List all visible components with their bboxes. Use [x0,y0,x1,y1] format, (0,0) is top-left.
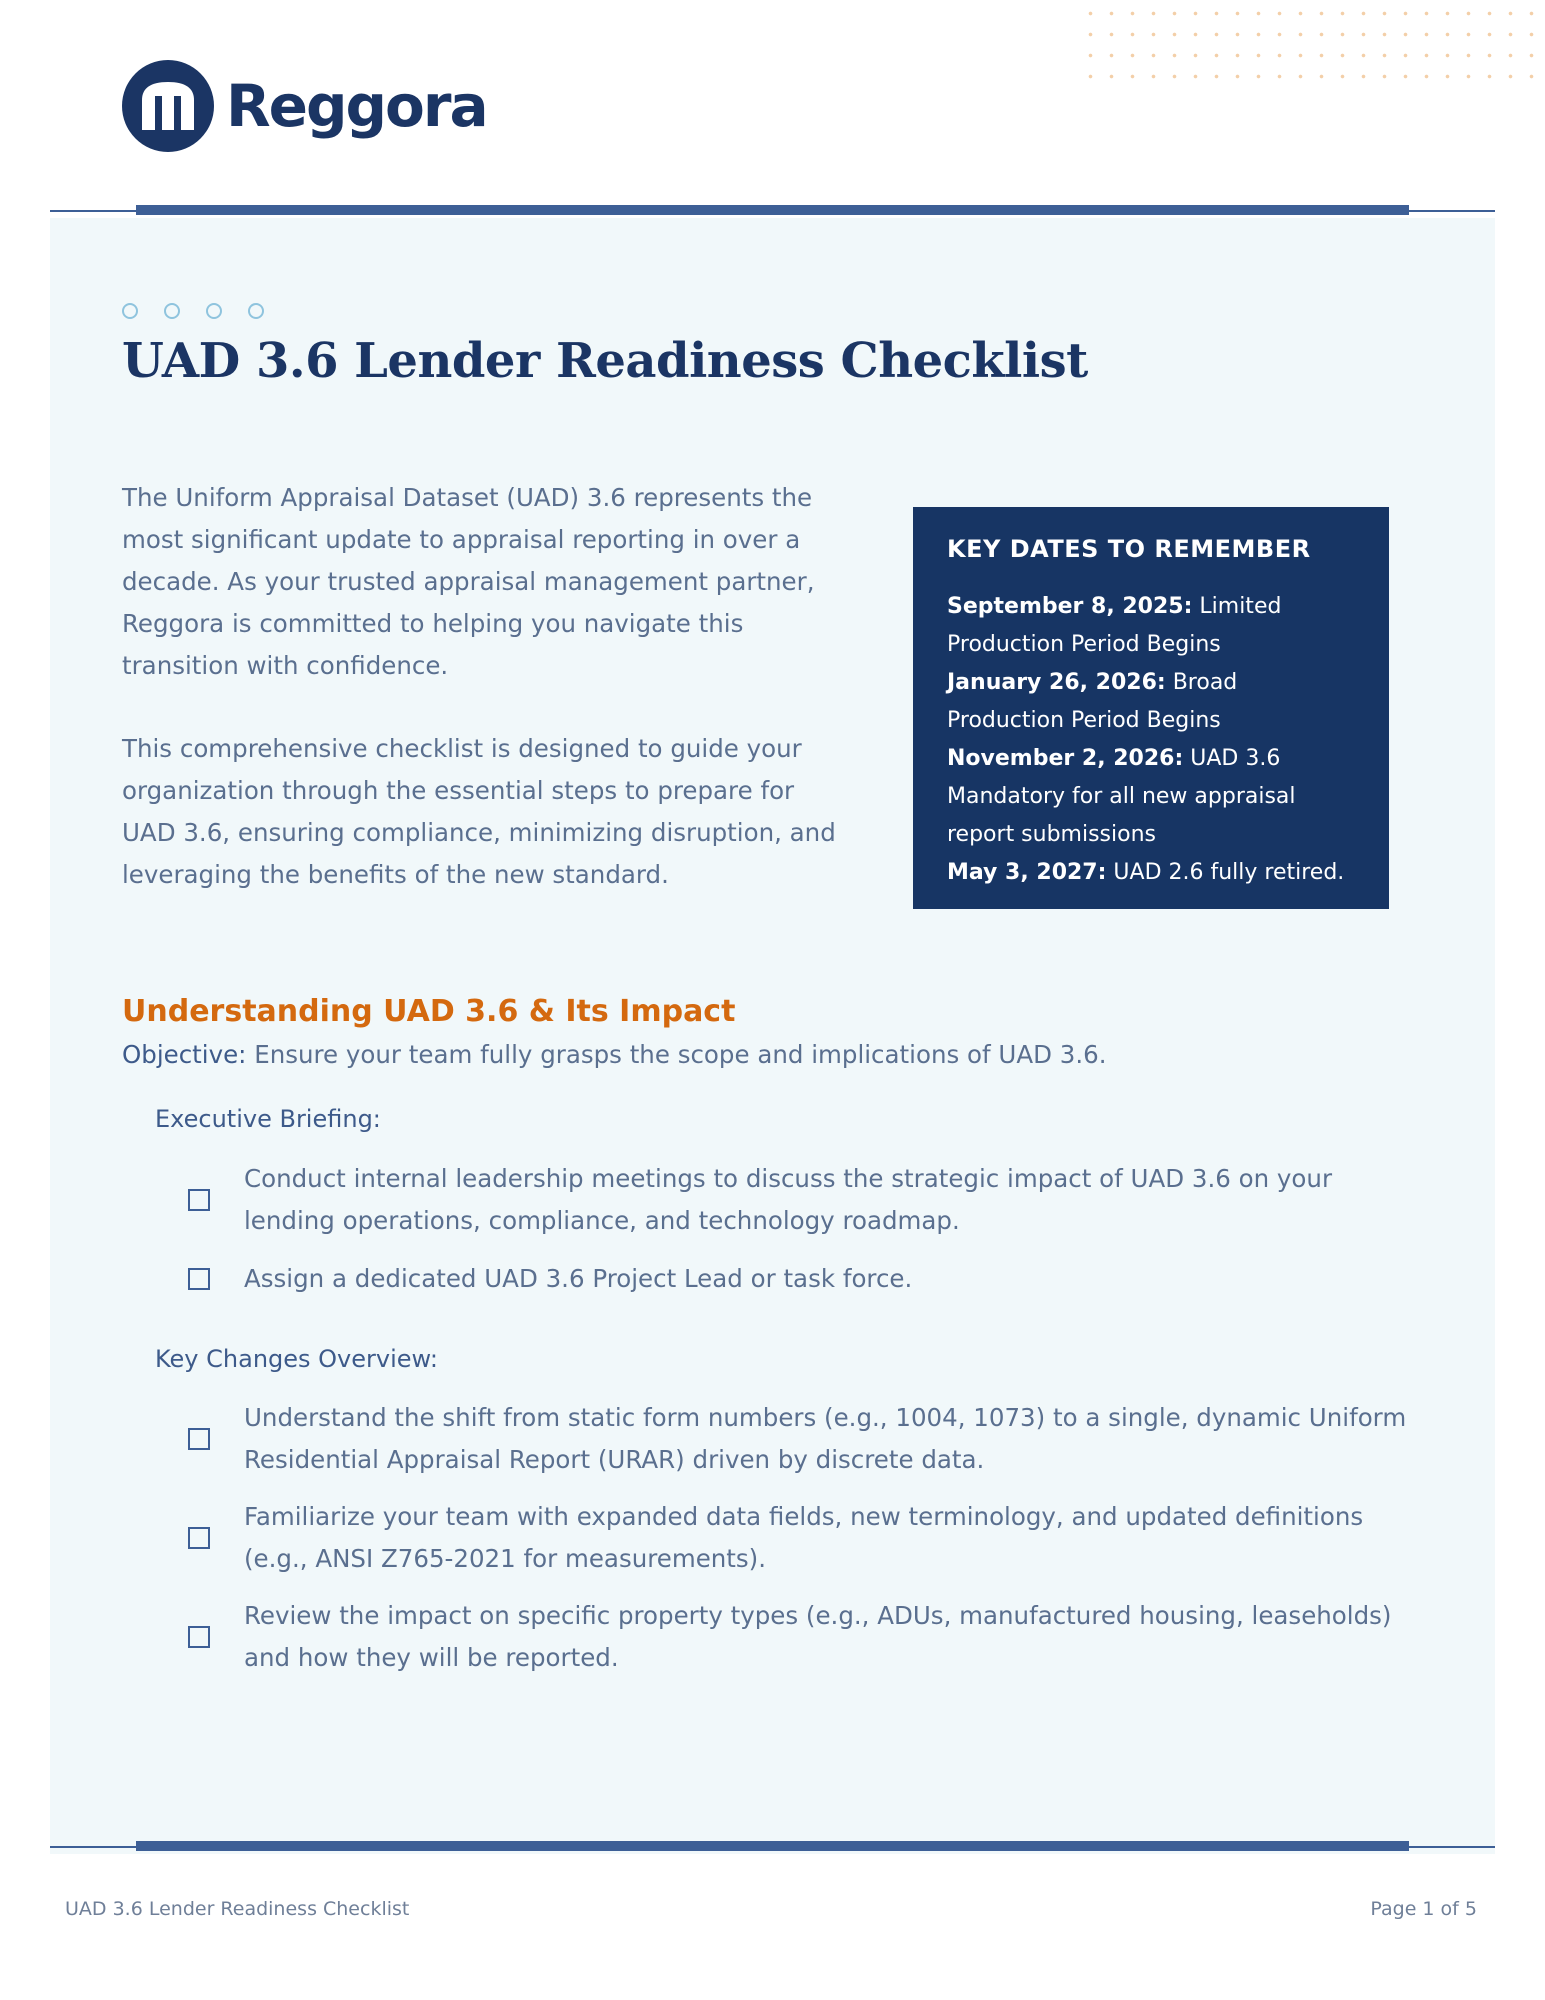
checkbox-icon[interactable] [188,1268,210,1290]
reggora-logo-icon [122,60,214,152]
checklist-item-text: Understand the shift from static form numbers (e.g., 1004, 1073) to a single, dynamic Uniform Residential Appraisal Report (URAR) driven by discrete data. [244,1403,1407,1474]
key-date-text: UAD 2.6 fully retired. [1106,860,1345,885]
decorative-circle-icon [248,303,264,319]
brand-name: Reggora [226,72,487,140]
key-date-text: UAD 3.6 Mandatory for all new appraisal report submissions [947,746,1296,847]
intro [122,477,842,937]
checkbox-icon[interactable] [188,1626,210,1648]
key-date: September 8, 2025: [947,594,1193,619]
section-heading: Understanding UAD 3.6 & Its Impact [122,994,736,1029]
key-date: November 2, 2026: [947,746,1184,771]
decorative-circles [122,303,264,319]
key-date-item [947,664,1355,740]
checklist-item [188,1496,1418,1580]
page-number: Page 1 of 5 [1370,1898,1477,1920]
checkbox-icon[interactable] [188,1527,210,1549]
checklist-item [188,1595,1418,1679]
decorative-dot-pattern [1080,0,1545,95]
checklist-item-text: Assign a dedicated UAD 3.6 Project Lead or task force. [244,1264,913,1293]
key-date-item [947,740,1355,854]
key-dates-box [913,507,1389,909]
checklist-item [188,1158,1418,1242]
key-date-item [947,854,1355,892]
section-objective [122,1040,1107,1069]
key-date-text: Limited Production Period Begins [947,594,1282,657]
decorative-circle-icon [122,303,138,319]
checkbox-icon[interactable] [188,1189,210,1211]
objective-label: Objective: [122,1040,247,1069]
objective-text: Ensure your team fully grasps the scope and implications of UAD 3.6. [246,1040,1107,1069]
checklist-item-text: Familiarize your team with expanded data fields, new terminology, and updated definitions (e.g., ANSI Z765-2021 for measurements). [244,1502,1364,1573]
logo [122,60,487,152]
page-title: UAD 3.6 Lender Readiness Checklist [122,333,1088,389]
group-heading-key-changes: Key Changes Overview: [155,1345,438,1373]
checkbox-icon[interactable] [188,1428,210,1450]
decorative-circle-icon [164,303,180,319]
checklist-item-text: Review the impact on specific property types (e.g., ADUs, manufactured housing, leaseholds) and how they will be reported. [244,1601,1392,1672]
checklist-item [188,1397,1418,1481]
top-rule [50,205,1495,217]
footer-title: UAD 3.6 Lender Readiness Checklist [65,1898,410,1920]
key-date-text: Broad Production Period Begins [947,670,1238,733]
checklist-item [188,1258,1418,1300]
key-date: January 26, 2026: [947,670,1166,695]
key-dates-heading: KEY DATES TO REMEMBER [947,535,1311,563]
key-date-item [947,588,1355,664]
checklist-item-text: Conduct internal leadership meetings to discuss the strategic impact of UAD 3.6 on your lending operations, compliance, and technology roadmap. [244,1164,1333,1235]
key-date: May 3, 2027: [947,860,1107,885]
bottom-rule [50,1841,1495,1853]
intro-paragraph: The Uniform Appraisal Dataset (UAD) 3.6 represents the most significant update to appraisal reporting in over a decade. As your trusted appraisal management partner, Reggora is committed to helping you navigate this transition with confidence. [122,483,815,680]
intro-paragraph: This comprehensive checklist is designed to guide your organization through the essential steps to prepare for UAD 3.6, ensuring compliance, minimizing disruption, and leveraging the benefits of the new standard. [122,734,836,889]
decorative-circle-icon [206,303,222,319]
group-heading-executive-briefing: Executive Briefing: [155,1105,381,1133]
